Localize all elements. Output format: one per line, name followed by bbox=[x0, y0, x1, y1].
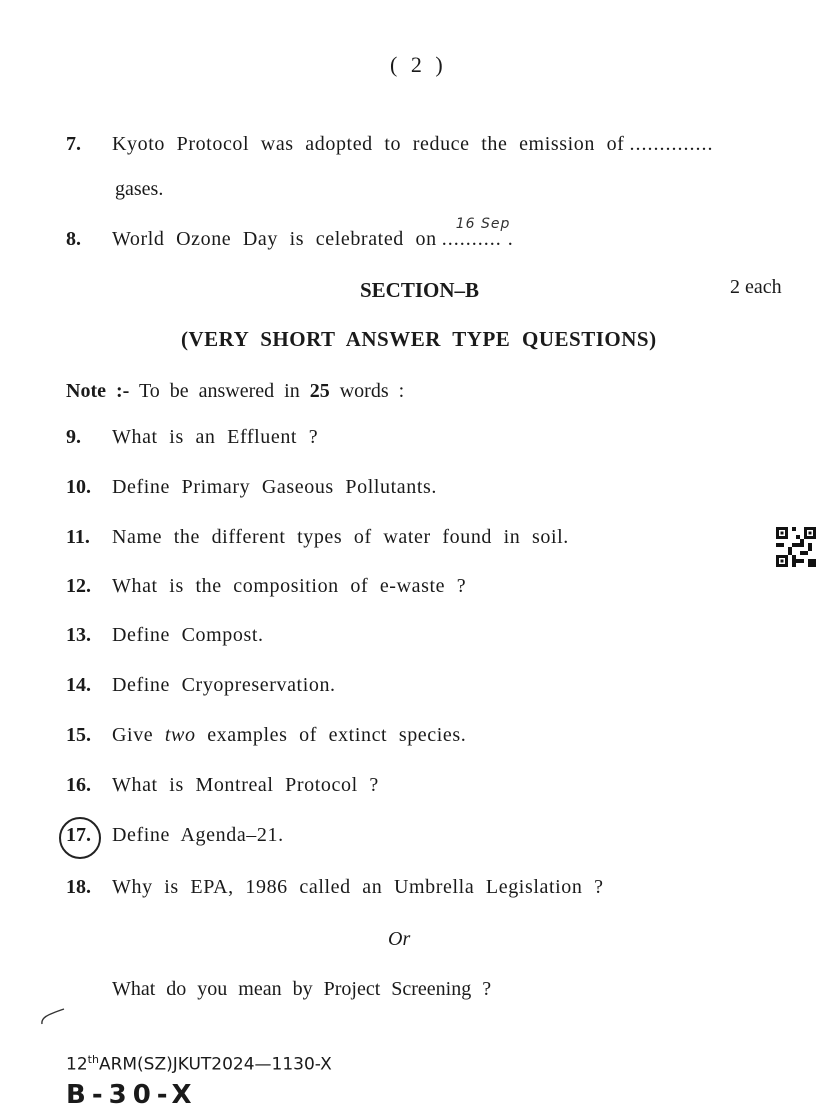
question-16 bbox=[66, 774, 379, 797]
question-text: Why is EPA, 1986 called an Umbrella Legislation ? bbox=[112, 876, 604, 898]
note-label: Note :- bbox=[66, 380, 130, 402]
question-text: World Ozone Day is celebrated on bbox=[112, 228, 437, 250]
answer-blank: 16 Sep .......... bbox=[441, 216, 511, 250]
question-8 bbox=[66, 216, 513, 251]
qr-code-icon bbox=[776, 527, 816, 567]
handwritten-tick-mark bbox=[38, 1006, 68, 1028]
handwritten-answer: 16 Sep bbox=[455, 216, 511, 232]
question-number: 10. bbox=[66, 476, 91, 498]
question-10 bbox=[66, 476, 437, 499]
question-text: Define Primary Gaseous Pollutants. bbox=[112, 476, 438, 498]
question-7-continuation: gases. bbox=[115, 178, 164, 200]
note-text-before: To be answered in bbox=[138, 380, 300, 402]
question-text: What is the composition of e-waste ? bbox=[112, 575, 467, 597]
section-title: SECTION–B bbox=[360, 278, 480, 302]
question-number: 18. bbox=[66, 876, 91, 898]
answer-blank: .............. bbox=[629, 133, 714, 155]
question-number: 13. bbox=[66, 624, 91, 646]
footer-code: 12thARM(SZ)JKUT2024—1130-X bbox=[66, 1053, 332, 1075]
question-11 bbox=[66, 526, 569, 549]
question-text: Define Cryopreservation. bbox=[112, 674, 336, 696]
question-number: 11. bbox=[66, 526, 90, 548]
question-13 bbox=[66, 624, 264, 647]
question-number: 8. bbox=[66, 228, 81, 250]
question-text: Kyoto Protocol was adopted to reduce the emission of bbox=[112, 133, 625, 155]
question-text: What is Montreal Protocol ? bbox=[112, 774, 379, 796]
question-9 bbox=[66, 426, 318, 449]
section-marks: 2 each bbox=[730, 276, 782, 298]
question-18 bbox=[66, 876, 604, 899]
question-text: Name the different types of water found in soil. bbox=[112, 526, 569, 548]
note-word-count: 25 bbox=[309, 380, 330, 402]
question-number: 9. bbox=[66, 426, 81, 448]
note-text-after: words : bbox=[339, 380, 405, 402]
question-14 bbox=[66, 674, 336, 697]
question-number: 15. bbox=[66, 724, 91, 746]
question-17 bbox=[66, 824, 284, 847]
question-number: 17. bbox=[66, 824, 91, 846]
page-number: ( 2 ) bbox=[390, 52, 447, 77]
question-7 bbox=[66, 133, 713, 156]
question-text: Give two examples of extinct species. bbox=[112, 724, 467, 746]
alternative-question: What do you mean by Project Screening ? bbox=[112, 978, 492, 1000]
question-number: 16. bbox=[66, 774, 91, 796]
note bbox=[66, 380, 404, 403]
section-subtitle: (VERY SHORT ANSWER TYPE QUESTIONS) bbox=[181, 327, 657, 351]
question-text: Define Compost. bbox=[112, 624, 264, 646]
question-15 bbox=[66, 724, 466, 747]
footer-paper-code: B-30-X bbox=[66, 1080, 198, 1110]
question-12 bbox=[66, 575, 466, 598]
question-number: 14. bbox=[66, 674, 91, 696]
question-number: 12. bbox=[66, 575, 91, 597]
or-label: Or bbox=[388, 928, 411, 950]
emphasis: two bbox=[164, 724, 196, 746]
blank-end: . bbox=[507, 228, 513, 250]
question-number: 7. bbox=[66, 133, 81, 155]
question-text: Define Agenda–21. bbox=[112, 824, 284, 846]
question-text: What is an Effluent ? bbox=[112, 426, 319, 448]
